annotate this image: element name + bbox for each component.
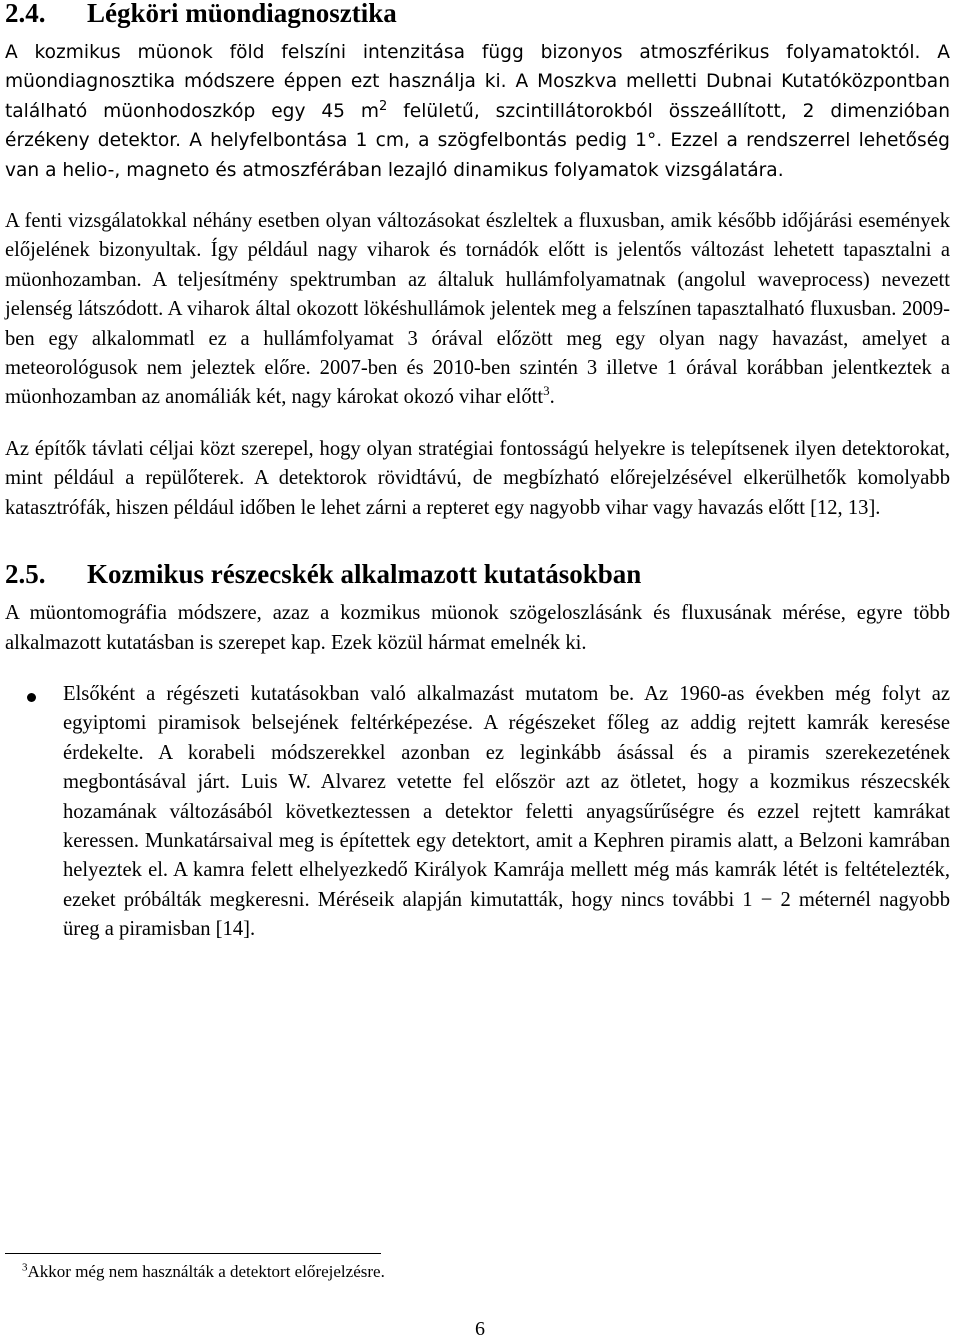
page-number: 6 bbox=[475, 1318, 485, 1340]
footnote-separator bbox=[5, 1253, 381, 1254]
paragraph-text: felületű, szcintillátorokból összeállított, 2 dimenzióban érzékeny detektor. A helyfelbontása 1 cm, a szögfelbontás pedig 1°. Ezzel a rendszerrel lehetőség van a helio-, magneto és atmoszférában lezajló dinamikus folyamatok vizsgálatára. bbox=[5, 100, 950, 181]
list-item bbox=[5, 680, 950, 945]
bullet-icon bbox=[27, 693, 36, 702]
paragraph-text: A kozmikus müonok föld felszíni intenzitása függ bizonyos atmoszférikus folyamatoktól. A müondiagnosztika módszere éppen ezt használja ki. A Moszkva melletti Dubnai Kutatóközpontban található müonhodoszkóp egy 45 m bbox=[5, 42, 950, 122]
footnote bbox=[22, 1261, 385, 1283]
superscript: 2 bbox=[379, 98, 388, 114]
paragraph-muon-diagnostics bbox=[5, 38, 950, 185]
section-heading-2-4 bbox=[5, 0, 950, 28]
section-heading-2-5 bbox=[5, 559, 950, 589]
list-item-text: Elsőként a régészeti kutatásokban való alkalmazást mutatom be. Az 1960-as években még folyt az egyiptomi piramisok belsejének feltérképezése. A régészeket főleg az addig rejtett kamrák keresése érdekelte. A korabeli módszerekkel azonban ez leginkább ásással és a piramis szerekezetének megbontásával járt. Luis W. Alvarez vetette fel először azt az ötletet, hogy a kozmikus részecskék hozamának változásából következtessen a detektor feletti anyagsűrűségre és ezzel rejtett kamrákat keressen. Munkatársaival meg is építettek egy detektort, amit a Kephren piramis alatt, a Belzoni kamrában helyeztek el. A kamra felett elhelyezkedő Királyok Kamrája mellett még más kamrák létét is feltételezték, ezeket próbálták megkeresni. Méréseik alapján kimutatták, hogy nincs további 1 − 2 méternél nagyobb üreg a piramisban [14]. bbox=[63, 682, 950, 941]
section-title: Légköri müondiagnosztika bbox=[87, 0, 397, 28]
paragraph-text: A fenti vizsgálatokkal néhány esetben olyan változásokat észleltek a fluxusban, amik később időjárási események előjelének bizonyultak. Így például nagy viharok és tornádók előtt is jelentős változást lehetett tapasztalni a müonhozamban. A teljesítmény spektrumban az általuk hullámfolyamatnak (angolul waveprocess) nevezett jelenség látszódott. A viharok által okozott lökéshullámok jelentek meg a felszínen tapasztalható fluxusban. 2009-ben egy alkalommatl ez a hullámfolyamat 3 órával előzött meg egy olyan nagy havazást, amelyet a meteorológusok nem jeleztek előre. 2007-ben és 2010-ben szintén 3 illetve 1 órával korábban jelentkeztek a müonhozamban az anomáliák két, nagy károkat okozó vihar előtt bbox=[5, 210, 950, 409]
section-number: 2.4. bbox=[5, 0, 46, 28]
paragraph-muon-tomography-intro: A müontomográfia módszere, azaz a kozmikus müonok szögeloszlásánk és fluxusának mérése, egyre több alkalmazott kutatásban is szerepet kap. Ezek közül hármat emelnék ki. bbox=[5, 602, 950, 654]
paragraph-future-goals: Az építők távlati céljai közt szerepel, hogy olyan stratégiai fontosságú helyekre is telepítsenek ilyen detektorokat, mint például a repülőterek. A detektorok rövidtávú, de megbízható előrejelzésével elkerülhetők komolyabb katasztrófák, hiszen például időben le lehet zárni a repteret egy nagyobb vihar vagy havazás előtt [12, 13]. bbox=[5, 437, 950, 519]
paragraph-weather-events bbox=[5, 207, 950, 413]
document-page bbox=[5, 0, 950, 945]
footnote-mark: 3 bbox=[22, 1261, 28, 1274]
paragraph-text: . bbox=[549, 386, 555, 409]
section-title: Kozmikus részecskék alkalmazott kutatásokban bbox=[87, 559, 642, 590]
bullet-list bbox=[5, 680, 950, 945]
footnote-text: Akkor még nem használták a detektort előrejelzésre. bbox=[27, 1262, 385, 1281]
section-number: 2.5. bbox=[5, 559, 46, 590]
footnote-reference: 3 bbox=[543, 383, 550, 399]
